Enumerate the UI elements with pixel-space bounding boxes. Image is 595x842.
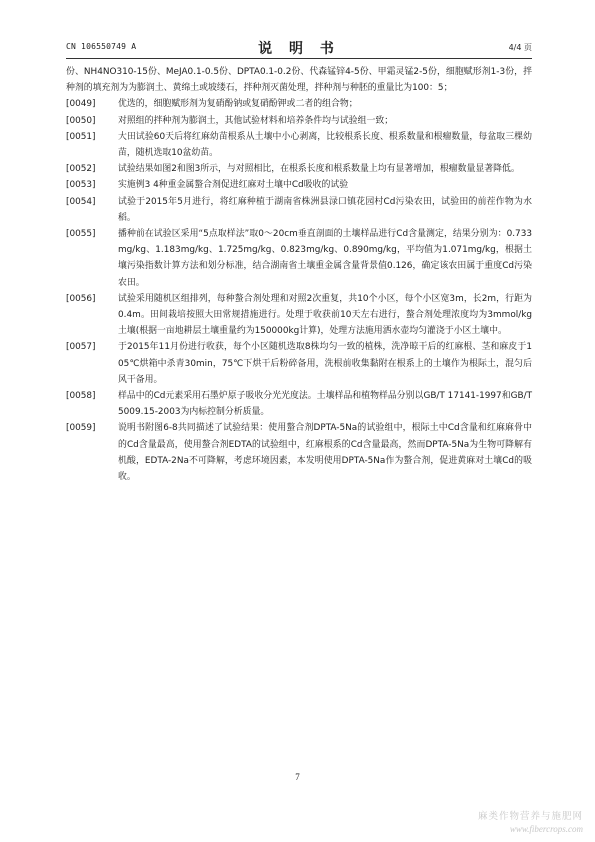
paragraph — [66, 161, 532, 177]
paragraph-text: 播种前在试验区采用“5点取样法”取0～20cm垂直剖面的土壤样品进行Cd含量测定，结果分别为：0.733mg/kg、1.183mg/kg、1.725mg/kg、0.823mg/kg、0.890mg/kg，平均值为1.071mg/kg，根据土壤污染指数计算方法和划分标准，结合湖南省土壤重金属含量背景值0.126，确定该农田属于重度Cd污染农田。 — [118, 229, 532, 288]
paragraph — [66, 388, 532, 420]
paragraph-number: [0059] — [66, 423, 96, 434]
watermark-url: www.fibercrops.com — [509, 824, 583, 834]
paragraph — [66, 113, 532, 129]
document-body — [66, 64, 532, 485]
paragraph — [66, 339, 532, 388]
paragraph-number: [0053] — [66, 180, 96, 191]
paragraph-text: 试验采用随机区组排列，每种螯合剂处理和对照2次重复，共10个小区，每个小区宽3m，长2m，行距为0.4m。田间栽培按照大田常规措施进行。处理于收获前10天左右进行，螯合剂处理浓度均为3mmol/kg土壤(根据一亩地耕层土壤重量约为150000kg计算)，处理方法施用洒水壶均匀灌浇于小区土壤中。 — [118, 293, 532, 337]
paragraph — [66, 226, 532, 291]
patent-number: CN 106550749 A — [66, 42, 137, 51]
paragraph-number: [0055] — [66, 229, 96, 240]
page-header — [66, 38, 532, 56]
paragraph-text: 大田试验60天后将红麻幼苗根系从土壤中小心剥离，比较根系长度、根系数量和根瘤数量，每盆取三棵幼苗，随机选取10盆幼苗。 — [118, 131, 532, 159]
paragraph-text: 实施例3 4种重金属螯合剂促进红麻对土壤中Cd吸收的试验 — [118, 180, 349, 191]
paragraph-number: [0049] — [66, 99, 96, 110]
document-title: 说 明 书 — [258, 41, 340, 57]
paragraph-number: [0052] — [66, 164, 96, 175]
paragraph-text: 优选的，细胞赋形剂为复硝酚钠或复硝酚钾或二者的组合物； — [118, 99, 358, 110]
header-divider — [66, 58, 532, 59]
paragraph-text: 试验于2015年5月进行，将红麻种植于湖南省株洲县渌口镇花园村Cd污染农田，试验田的前茬作物为水稻。 — [118, 196, 532, 223]
paragraph-number: [0051] — [66, 131, 96, 142]
page-indicator: 4/4 页 — [508, 43, 532, 52]
paragraph-text: 样品中的Cd元素采用石墨炉原子吸收分光光度法。土壤样品和植物样品分别以GB/T 17141-1997和GB/T 5009.15-2003为内标控制分析质量。 — [118, 391, 532, 418]
paragraph-text: 说明书附图6-8共同描述了试验结果：使用螯合剂DPTA-5Na的试验组中，根际土中Cd含量和红麻麻骨中的Cd含量最高，使用螯合剂EDTA的试验组中，红麻根系的Cd含量最高，然而DPTA-5Na为生物可降解有机酸，EDTA-2Na不可降解，考虑环境因素，本发明使用DPTA-5Na作为螯合剂，促进黄麻对土壤Cd的吸收。 — [118, 423, 532, 483]
paragraph — [66, 96, 532, 112]
page-number: 7 — [295, 772, 300, 782]
paragraph-number: [0056] — [66, 293, 96, 304]
paragraph — [66, 194, 532, 226]
continued-paragraph: 份、NH4NO310-15份、MeJA0.1-0.5份、DPTA0.1-0.2份、代森锰锌4-5份、甲霜灵锰2-5份，细胞赋形剂1-3份，拌种剂的填充剂为为膨润土、黄绵土或坡缕石，拌种剂灭菌处理，拌种剂与种胚的重量比为100：5； — [66, 67, 532, 94]
paragraph-number: [0054] — [66, 196, 96, 207]
paragraph — [66, 420, 532, 485]
paragraph-number: [0058] — [66, 391, 96, 402]
paragraph-number: [0057] — [66, 342, 96, 353]
paragraph-text: 试验结果如图2和图3所示，与对照相比，在根系长度和根系数量上均有显著增加，根瘤数量显著降低。 — [118, 164, 520, 175]
watermark-site-name: 麻类作物营养与施肥网 — [477, 811, 583, 822]
paragraph-number: [0050] — [66, 115, 96, 126]
paragraph — [66, 129, 532, 161]
paragraph-text: 于2015年11月份进行收获，每个小区随机选取8株均匀一致的植株，洗净晾干后的红麻根、茎和麻皮于105℃烘箱中杀青30min，75℃下烘干后粉碎备用，洗根前收集黏附在根系上的土壤作为根际土，混匀后风干备用。 — [118, 342, 532, 385]
paragraph — [66, 291, 532, 340]
paragraph — [66, 177, 532, 193]
paragraph-text: 对照组的拌种剂为膨润土，其他试验材料和培养条件均与试验组一致； — [118, 115, 394, 126]
